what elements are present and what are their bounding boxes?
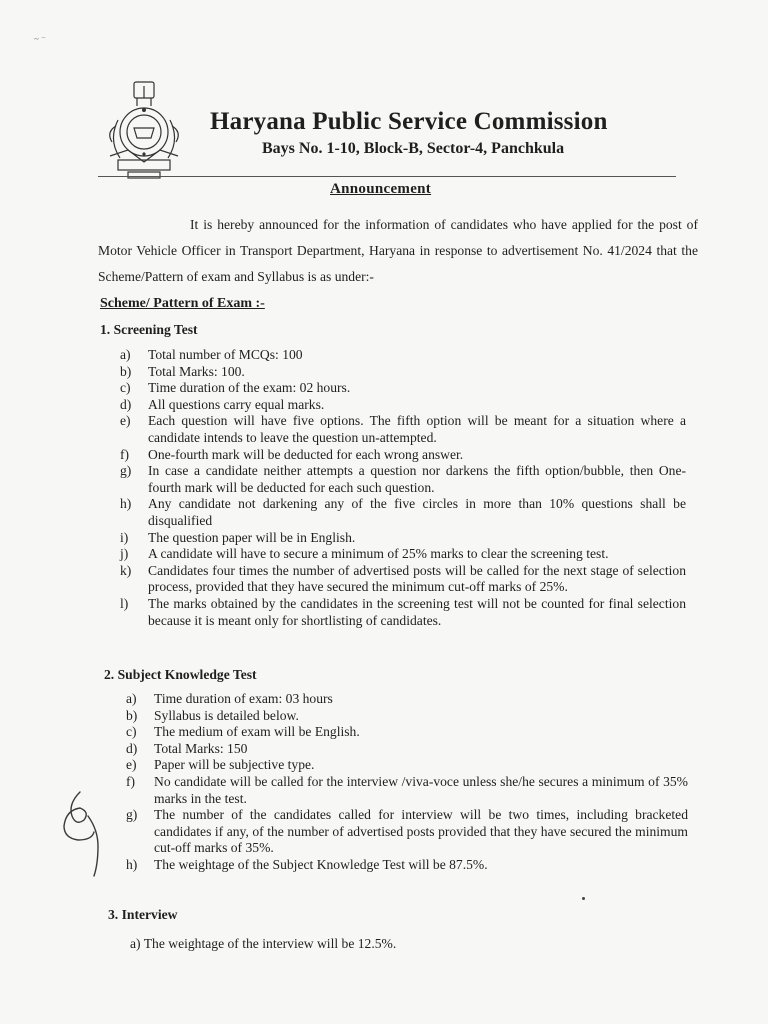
subject-knowledge-test-list <box>126 691 688 874</box>
list-item: c) The medium of exam will be English. <box>126 724 360 740</box>
list-item: f) One-fourth mark will be deducted for each wrong answer. <box>120 446 464 462</box>
list-item: a) Total number of MCQs: 100 <box>120 347 303 362</box>
list-item: e) Paper will be subjective type. <box>126 757 315 773</box>
list-item: e) Each question will have five options. The fifth option will be meant for a situation where a candidate intends to leave the question un-attempted. <box>120 413 686 445</box>
organization-name: Haryana Public Service Commission <box>210 108 608 135</box>
list-item: b) Total Marks: 100. <box>120 363 245 379</box>
section-heading-interview: 3. Interview <box>108 907 178 922</box>
organization-address: Bays No. 1-10, Block-B, Sector-4, Panchkula <box>262 140 565 157</box>
list-item: h) The weightage of the Subject Knowledge Test will be 87.5%. <box>126 856 488 872</box>
screening-test-list <box>120 347 686 629</box>
list-item: f) No candidate will be called for the interview /viva-voce unless she/he secures a minimum of 35% marks in the test. <box>126 773 688 806</box>
header-divider <box>98 176 676 177</box>
list-item: g) In case a candidate neither attempts a question nor darkens the fifth option/bubble, then One-fourth mark will be deducted for each such question. <box>120 463 686 495</box>
intro-paragraph: It is hereby announced for the information of candidates who have applied for the post of Motor Vehicle Officer in Transport Department, Haryana in response to advertisement No. 41/2024 that the Scheme/Pattern of exam and Syllabus is as under:- <box>98 217 698 284</box>
list-item: d) All questions carry equal marks. <box>120 396 325 412</box>
list-item: h) Any candidate not darkening any of the five circles in more than 10% questions shall be disqualified <box>120 496 686 528</box>
list-item: g) The number of the candidates called for interview will be two times, including bracketed candidates if any, of the number of advertised posts provided that they have secured the minimum cut-off marks of 35%. <box>126 807 688 856</box>
announcement-title: Announcement <box>330 181 432 197</box>
scheme-heading: Scheme/ Pattern of Exam :- <box>100 296 265 311</box>
list-item: b) Syllabus is detailed below. <box>126 707 299 723</box>
list-item: l) The marks obtained by the candidates in the screening test will not be counted for final selection because it is meant only for shortlisting of candidates. <box>120 595 686 628</box>
section-heading-screening-test: 1. Screening Test <box>100 322 198 337</box>
list-item: k) Candidates four times the number of advertised posts will be called for the next stage of selection process, provided that they have secured the minimum cut-off marks of 25%. <box>120 562 686 595</box>
state-emblem-icon <box>104 80 184 184</box>
list-item: c) Time duration of the exam: 02 hours. <box>120 380 351 396</box>
list-item: a) Time duration of exam: 03 hours <box>126 691 333 706</box>
list-item: j) A candidate will have to secure a minimum of 25% marks to clear the screening test. <box>120 546 609 562</box>
list-item: d) Total Marks: 150 <box>126 740 248 756</box>
list-item: a) The weightage of the interview will be 12.5%. <box>130 936 397 951</box>
section-heading-subject-knowledge-test: 2. Subject Knowledge Test <box>104 667 257 682</box>
list-item: i) The question paper will be in English. <box>120 529 356 545</box>
stray-mark <box>582 897 585 900</box>
margin-mark-icon: ~ ⁻ <box>34 34 46 44</box>
handwritten-initials-icon <box>58 786 110 878</box>
